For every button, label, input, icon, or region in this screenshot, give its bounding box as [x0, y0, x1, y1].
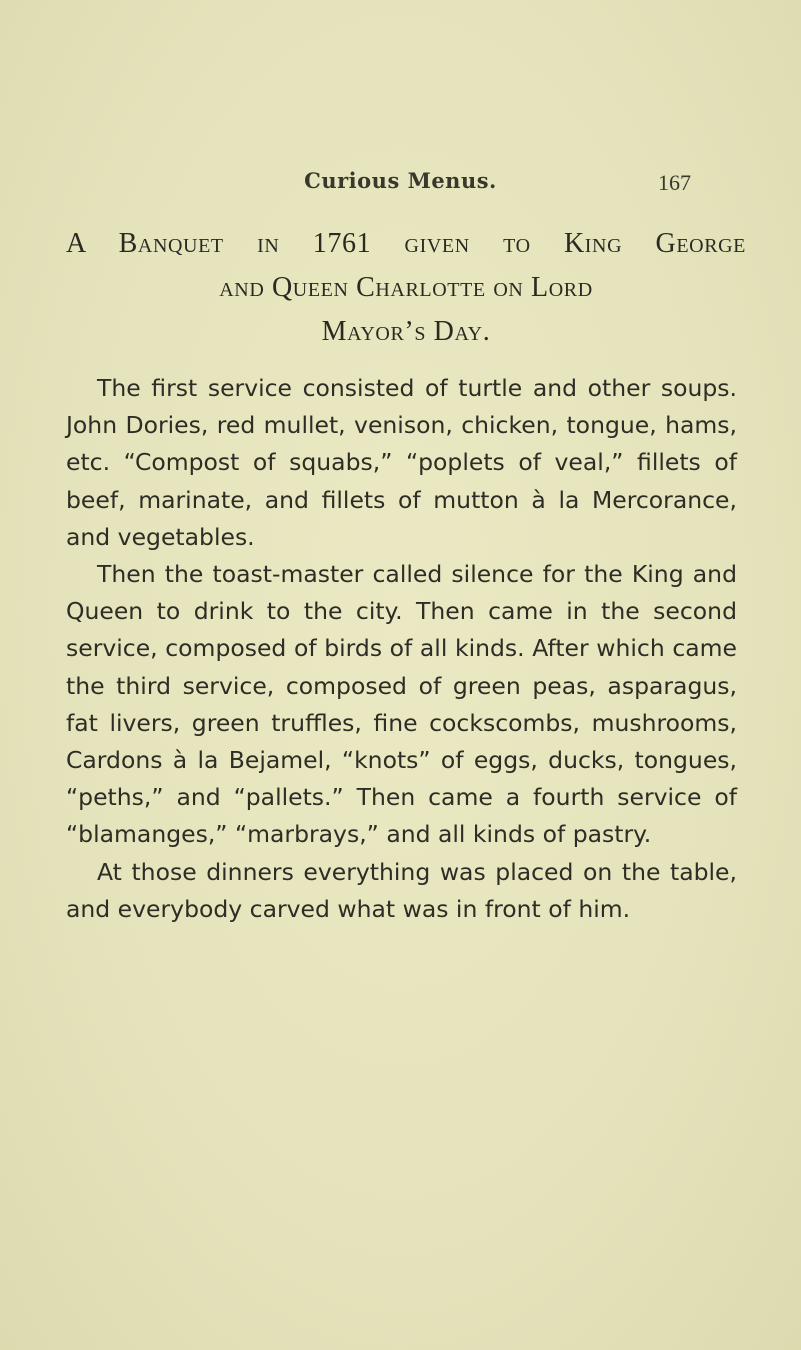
running-title: Curious Menus. [304, 168, 497, 193]
running-head [0, 168, 801, 200]
paragraph-dinners: At those dinners everything was placed on the table, and everybody carved what was in front of him. [66, 857, 737, 923]
paragraph-toast-master: Then the toast-master called silence for the King and Queen to drink to the city. Then came in the second service, composed of birds of all kinds. After which came the third service, composed of green peas, asparagus, fat livers, green truffles, fine cockscombs, mushrooms, Cardons à la Bejamel, “knots” of eggs, ducks, tongues, “peths,” and “pallets.” Then came a fourth service of “blamanges,” “marbrays,” and all kinds of pastry. [66, 560, 737, 849]
paragraph-first-service: The first service consisted of turtle and other soups. John Dories, red mullet, venison, chicken, tongue, hams, etc. “Compost of squabs,” “poplets of veal,” fillets of beef, marinate, and fillets of mutton à la Mercorance, and vegetables. [66, 374, 737, 551]
heading-line-1: A Banquet in 1761 given to King George [66, 228, 746, 259]
heading-line-2: and Queen Charlotte on Lord [219, 272, 593, 303]
page-number: 167 [658, 170, 691, 195]
heading-line-3: Mayor’s Day. [321, 316, 491, 347]
section-heading [66, 222, 746, 354]
body-text [66, 370, 737, 928]
